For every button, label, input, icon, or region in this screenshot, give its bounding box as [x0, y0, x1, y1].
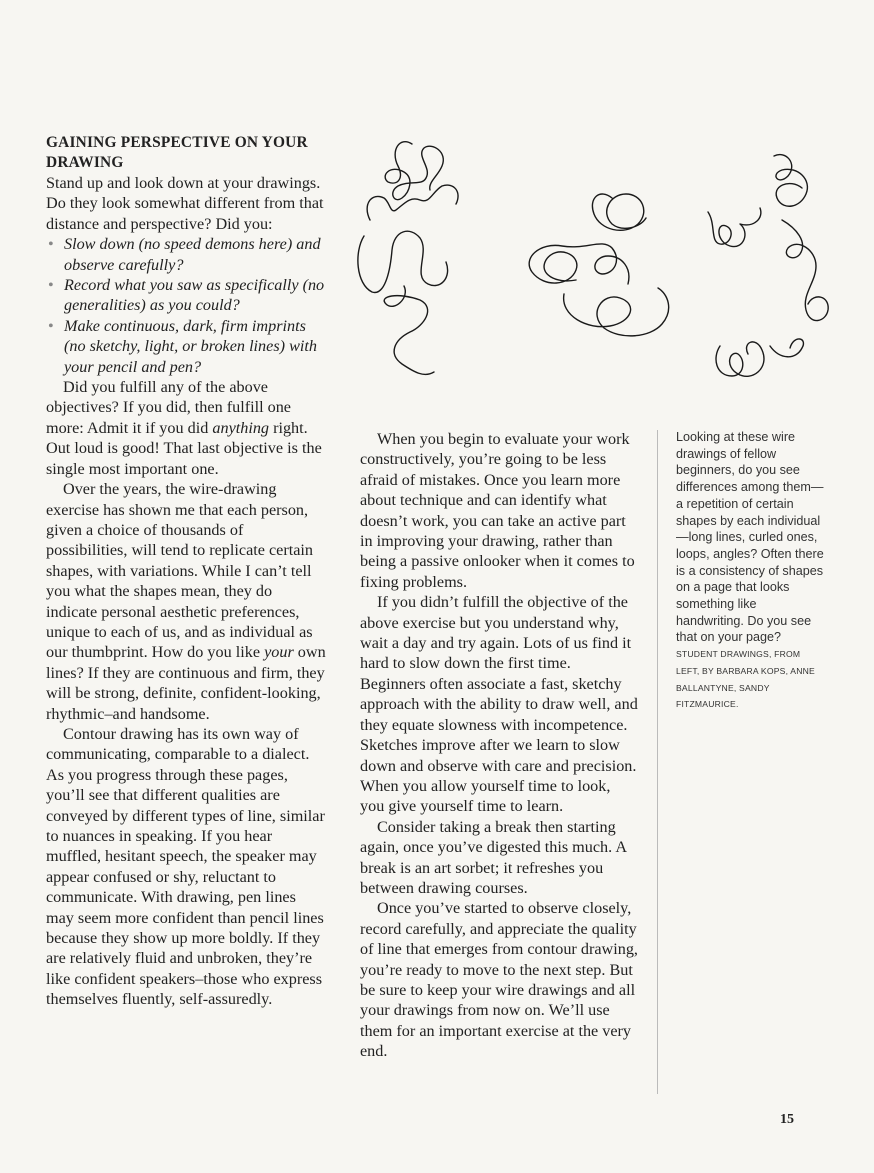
- paragraph: Once you’ve started to observe closely, record carefully, and appreciate the quality of line that emerges from contour drawing, you’re ready to move to the next step. But be sure to keep your wire drawings and all your drawings from now on. We’ll use them for an important exercise at the very end.: [360, 899, 638, 1061]
- caption-credit: STUDENT DRAWINGS, FROM LEFT, BY BARBARA KOPS, ANNE BALLANTYNE, SANDY FITZMAURICE.: [676, 649, 815, 710]
- wire-drawing-ballantyne: [529, 194, 668, 336]
- paragraph: Contour drawing has its own way of communicating, comparable to a dialect. As you progress through these pages, you’ll see that different qualities are conveyed by different types of line, similar to nuances in speaking. If you hear muffled, hesitant speech, the speaker may appear confused or shy, reluctant to communicate. With drawing, pen lines may seem more confident than pencil lines because they show up more boldly. If they are relatively fluid and unbroken, they’re like confident speakers–those who express themselves fluently, self-assuredly.: [46, 724, 325, 1009]
- checklist-item: • Slow down (no speed demons here) and observe carefully?: [46, 234, 326, 275]
- checklist: [46, 234, 326, 377]
- left-column: [46, 133, 326, 1010]
- right-column: [360, 429, 638, 1062]
- wire-drawings-illustration: [350, 128, 850, 396]
- emphasis: your: [264, 643, 294, 662]
- paragraph: Over the years, the wire-drawing exercise has shown me that each person, given a choice of thousands of possibilities, will tend to replicate certain shapes, with variations. While I can’t tell you what the shapes mean, they do indicate personal aesthetic preferences, unique to each of us, and as individual as our thumbprint. How do you like your own lines? If they are continuous and firm, they will be strong, definite, confident-looking, rhythmic–and handsome.: [46, 480, 326, 723]
- intro-paragraph: Stand up and look down at your drawings. Do they look somewhat different from that distance and perspective? Did you:: [46, 174, 324, 233]
- section-heading: GAINING PERSPECTIVE ON YOUR DRAWING: [46, 134, 308, 171]
- paragraph: Consider taking a break then starting again, once you’ve digested this much. A break is an art sorbet; it refreshes you between drawing courses.: [360, 817, 627, 897]
- checklist-item: • Record what you saw as specifically (no generalities) as you could?: [46, 275, 326, 316]
- paragraph: When you begin to evaluate your work constructively, you’re going to be less afraid of mistakes. Once you learn more about technique and can identify what doesn’t work, you can take an active part in improving your drawing, rather than being a passive onlooker when it comes to fixing problems.: [360, 430, 635, 591]
- wire-drawing-kops: [358, 142, 458, 375]
- illustration-caption: [676, 429, 826, 713]
- paragraph: If you didn’t fulfill the objective of the above exercise but you understand why, wait a day and try again. Lots of us find it hard to slow down the first time. Beginners often associate a fast, sketchy approach with the ability to draw well, and they equate slowness with incompetence. Sketches improve after we learn to slow down and observe with care and precision. When you allow yourself time to look, you give yourself time to learn.: [360, 593, 638, 816]
- checklist-item: • Make continuous, dark, firm imprints (no sketchy, light, or broken lines) with your pencil and pen?: [46, 316, 326, 377]
- emphasis: anything: [212, 418, 270, 437]
- wire-drawing-fitzmaurice: [708, 155, 828, 377]
- page-number: 15: [780, 1112, 794, 1127]
- paragraph: Did you fulfill any of the above objectives? If you did, then fulfill one more: Admit it if you did anything right. Out loud is good! That last objective is the single most important one.: [46, 378, 322, 478]
- caption-divider: [657, 430, 658, 1094]
- caption-text: Looking at these wire drawings of fellow beginners, do you see differences among them—a repetition of certain shapes by each individual—long lines, curled ones, loops, angles? Often there is a consistency of shapes on a page that looks something like handwriting. Do you see that on your page?: [676, 430, 824, 645]
